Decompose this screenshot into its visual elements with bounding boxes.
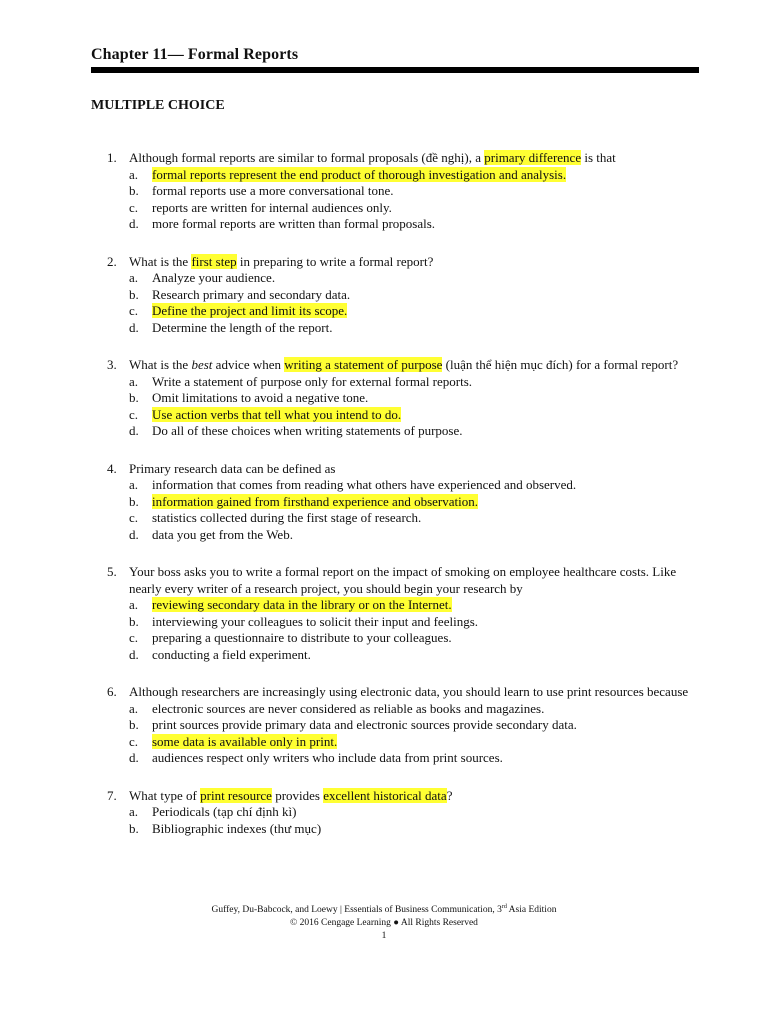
- option-text: reports are written for internal audiences only.: [152, 199, 392, 215]
- option-letter: c.: [129, 199, 139, 215]
- question-number: 7.: [107, 787, 117, 803]
- highlighted-answer-text: information gained from firsthand experience and observation.: [152, 493, 478, 509]
- answer-option: [129, 717, 699, 734]
- question-number: 4.: [107, 460, 117, 476]
- page-number: 1: [381, 931, 387, 941]
- question-stem: [107, 254, 699, 271]
- footer-citation-superscript: rd: [501, 903, 507, 910]
- question-text: [129, 254, 699, 271]
- section-heading: MULTIPLE CHOICE: [91, 98, 225, 113]
- answer-option: [129, 287, 699, 304]
- answer-option: [129, 510, 699, 527]
- answer-option: [129, 647, 699, 664]
- question-text-segment: best: [191, 357, 213, 372]
- question-text-segment: (luận thể hiện mục đích) for a formal report?: [442, 357, 679, 372]
- answer-options: [129, 167, 699, 233]
- question-stem: [107, 150, 699, 167]
- highlighted-answer-text: some data is available only in print.: [152, 733, 338, 749]
- option-text: data you get from the Web.: [152, 526, 293, 542]
- option-text: statistics collected during the first stage of research.: [152, 510, 422, 525]
- highlighted-answer-text: formal reports represent the end product of thorough investigation and analysis.: [152, 166, 567, 182]
- question-text-segment: What is the: [129, 357, 192, 372]
- option-text: Bibliographic indexes (thư mục): [152, 820, 322, 836]
- answer-option: [129, 494, 699, 511]
- answer-option: [129, 390, 699, 407]
- question-item: [107, 150, 699, 233]
- option-letter: b.: [129, 717, 139, 732]
- question-text: [129, 461, 699, 478]
- option-text: Analyze your audience.: [152, 270, 276, 285]
- question-stem: [107, 461, 699, 478]
- answer-option: [129, 597, 699, 614]
- highlighted-text: primary difference: [484, 150, 582, 165]
- question-text-segment: What type of: [129, 787, 201, 803]
- option-letter: c.: [129, 733, 139, 749]
- footer-citation-text: Guffey, Du-Babcock, and Loewy | Essentials of Business Communication, 3: [211, 905, 502, 915]
- question-item: [107, 461, 699, 544]
- question-text: [129, 788, 699, 805]
- highlighted-answer-text: Use action verbs that tell what you intend to do.: [152, 406, 402, 422]
- option-text: more formal reports are written than formal proposals.: [152, 216, 436, 231]
- answer-options: [129, 701, 699, 767]
- answer-option: [129, 270, 699, 287]
- option-letter: a.: [129, 373, 139, 389]
- option-letter: b.: [129, 286, 139, 302]
- answer-option: [129, 303, 699, 320]
- answer-option: [129, 167, 699, 184]
- question-item: [107, 357, 699, 440]
- question-text-segment: Although researchers are increasingly using electronic data, you should learn to use print resources because: [129, 684, 689, 699]
- answer-option: [129, 216, 699, 233]
- option-letter: d.: [129, 216, 139, 231]
- question-item: [107, 788, 699, 838]
- option-text: audiences respect only writers who include data from print sources.: [152, 750, 503, 765]
- option-letter: c.: [129, 630, 139, 645]
- question-stem: [107, 357, 699, 374]
- answer-option: [129, 320, 699, 337]
- question-stem: [107, 684, 699, 701]
- answer-option: [129, 477, 699, 494]
- option-letter: b.: [129, 390, 139, 405]
- answer-option: [129, 804, 699, 821]
- question-text: [129, 684, 699, 701]
- answer-options: [129, 270, 699, 336]
- answer-option: [129, 821, 699, 838]
- option-letter: a.: [129, 477, 139, 492]
- question-text: [129, 564, 699, 597]
- footer-citation: [0, 904, 768, 917]
- answer-option: [129, 630, 699, 647]
- question-text-segment: What is the: [129, 253, 192, 269]
- question-text-segment: Primary research data can be defined as: [129, 460, 336, 476]
- option-letter: a.: [129, 804, 139, 819]
- question-stem: [107, 564, 699, 597]
- option-letter: c.: [129, 406, 139, 422]
- option-text: Do all of these choices when writing statements of purpose.: [152, 423, 463, 438]
- option-letter: d.: [129, 646, 139, 662]
- question-text-segment: provides: [271, 787, 324, 803]
- footer-copyright: © 2016 Cengage Learning ● All Rights Reserved: [290, 918, 478, 928]
- highlighted-text: first step: [191, 253, 237, 269]
- option-letter: b.: [129, 820, 139, 836]
- option-letter: b.: [129, 613, 139, 629]
- option-letter: d.: [129, 750, 139, 765]
- answer-options: [129, 597, 699, 663]
- question-item: [107, 254, 699, 337]
- answer-option: [129, 200, 699, 217]
- answer-options: [129, 804, 699, 837]
- answer-options: [129, 374, 699, 440]
- option-letter: b.: [129, 183, 139, 198]
- option-text: information that comes from reading what others have experienced and observed.: [152, 477, 577, 492]
- page-footer: [0, 904, 768, 943]
- answer-option: [129, 701, 699, 718]
- question-text-segment: in preparing to write a formal report?: [236, 253, 434, 269]
- option-text: formal reports use a more conversational tone.: [152, 183, 394, 198]
- question-text: [129, 357, 699, 374]
- option-text: conducting a field experiment.: [152, 646, 311, 662]
- highlighted-text: print resource: [200, 787, 272, 803]
- option-text: Periodicals (tạp chí định kì): [152, 804, 297, 819]
- option-letter: a.: [129, 166, 139, 182]
- option-letter: d.: [129, 526, 139, 542]
- option-letter: a.: [129, 270, 139, 285]
- answer-option: [129, 374, 699, 391]
- option-letter: b.: [129, 493, 139, 509]
- question-text-segment: advice when: [212, 357, 285, 372]
- question-text-segment: Although formal reports are similar to formal proposals (đề nghị), a: [129, 150, 485, 165]
- option-text: print sources provide primary data and electronic sources provide secondary data.: [152, 717, 577, 732]
- question-list: [107, 150, 699, 858]
- option-letter: d.: [129, 319, 139, 335]
- question-item: [107, 564, 699, 663]
- footer-citation-edition: Asia Edition: [506, 905, 557, 915]
- question-number: 2.: [107, 253, 117, 269]
- answer-option: [129, 183, 699, 200]
- question-text-segment: ?: [446, 787, 453, 803]
- option-letter: c.: [129, 510, 139, 525]
- question-stem: [107, 788, 699, 805]
- question-number: 1.: [107, 150, 117, 165]
- question-text-segment: is that: [581, 150, 616, 165]
- highlighted-answer-text: Define the project and limit its scope.: [152, 303, 348, 318]
- option-text: Research primary and secondary data.: [152, 286, 351, 302]
- highlighted-answer-text: reviewing secondary data in the library or on the Internet.: [152, 597, 452, 612]
- answer-options: [129, 477, 699, 543]
- option-text: interviewing your colleagues to solicit their input and feelings.: [152, 613, 479, 629]
- option-text: Write a statement of purpose only for external formal reports.: [152, 373, 473, 389]
- chapter-title: Chapter 11— Formal Reports: [91, 46, 299, 63]
- question-number: 3.: [107, 357, 117, 372]
- highlighted-text: excellent historical data: [323, 787, 447, 803]
- option-text: Omit limitations to avoid a negative tone.: [152, 390, 369, 405]
- answer-option: [129, 527, 699, 544]
- highlighted-text: writing a statement of purpose: [284, 357, 443, 372]
- title-rule: [91, 67, 699, 73]
- question-number: 5.: [107, 564, 117, 579]
- option-letter: d.: [129, 423, 139, 438]
- option-letter: a.: [129, 597, 139, 612]
- answer-option: [129, 614, 699, 631]
- answer-option: [129, 423, 699, 440]
- option-text: electronic sources are never considered as reliable as books and magazines.: [152, 700, 545, 716]
- question-item: [107, 684, 699, 767]
- option-letter: a.: [129, 700, 139, 716]
- question-text: [129, 150, 699, 167]
- option-text: Determine the length of the report.: [152, 319, 333, 335]
- option-letter: c.: [129, 303, 139, 318]
- option-text: preparing a questionnaire to distribute to your colleagues.: [152, 630, 452, 645]
- answer-option: [129, 750, 699, 767]
- question-text-segment: Your boss asks you to write a formal report on the impact of smoking on employee healthcare costs. Like nearly every writer of a research project, you should begin your research by: [129, 564, 677, 596]
- question-number: 6.: [107, 684, 117, 699]
- answer-option: [129, 407, 699, 424]
- answer-option: [129, 734, 699, 751]
